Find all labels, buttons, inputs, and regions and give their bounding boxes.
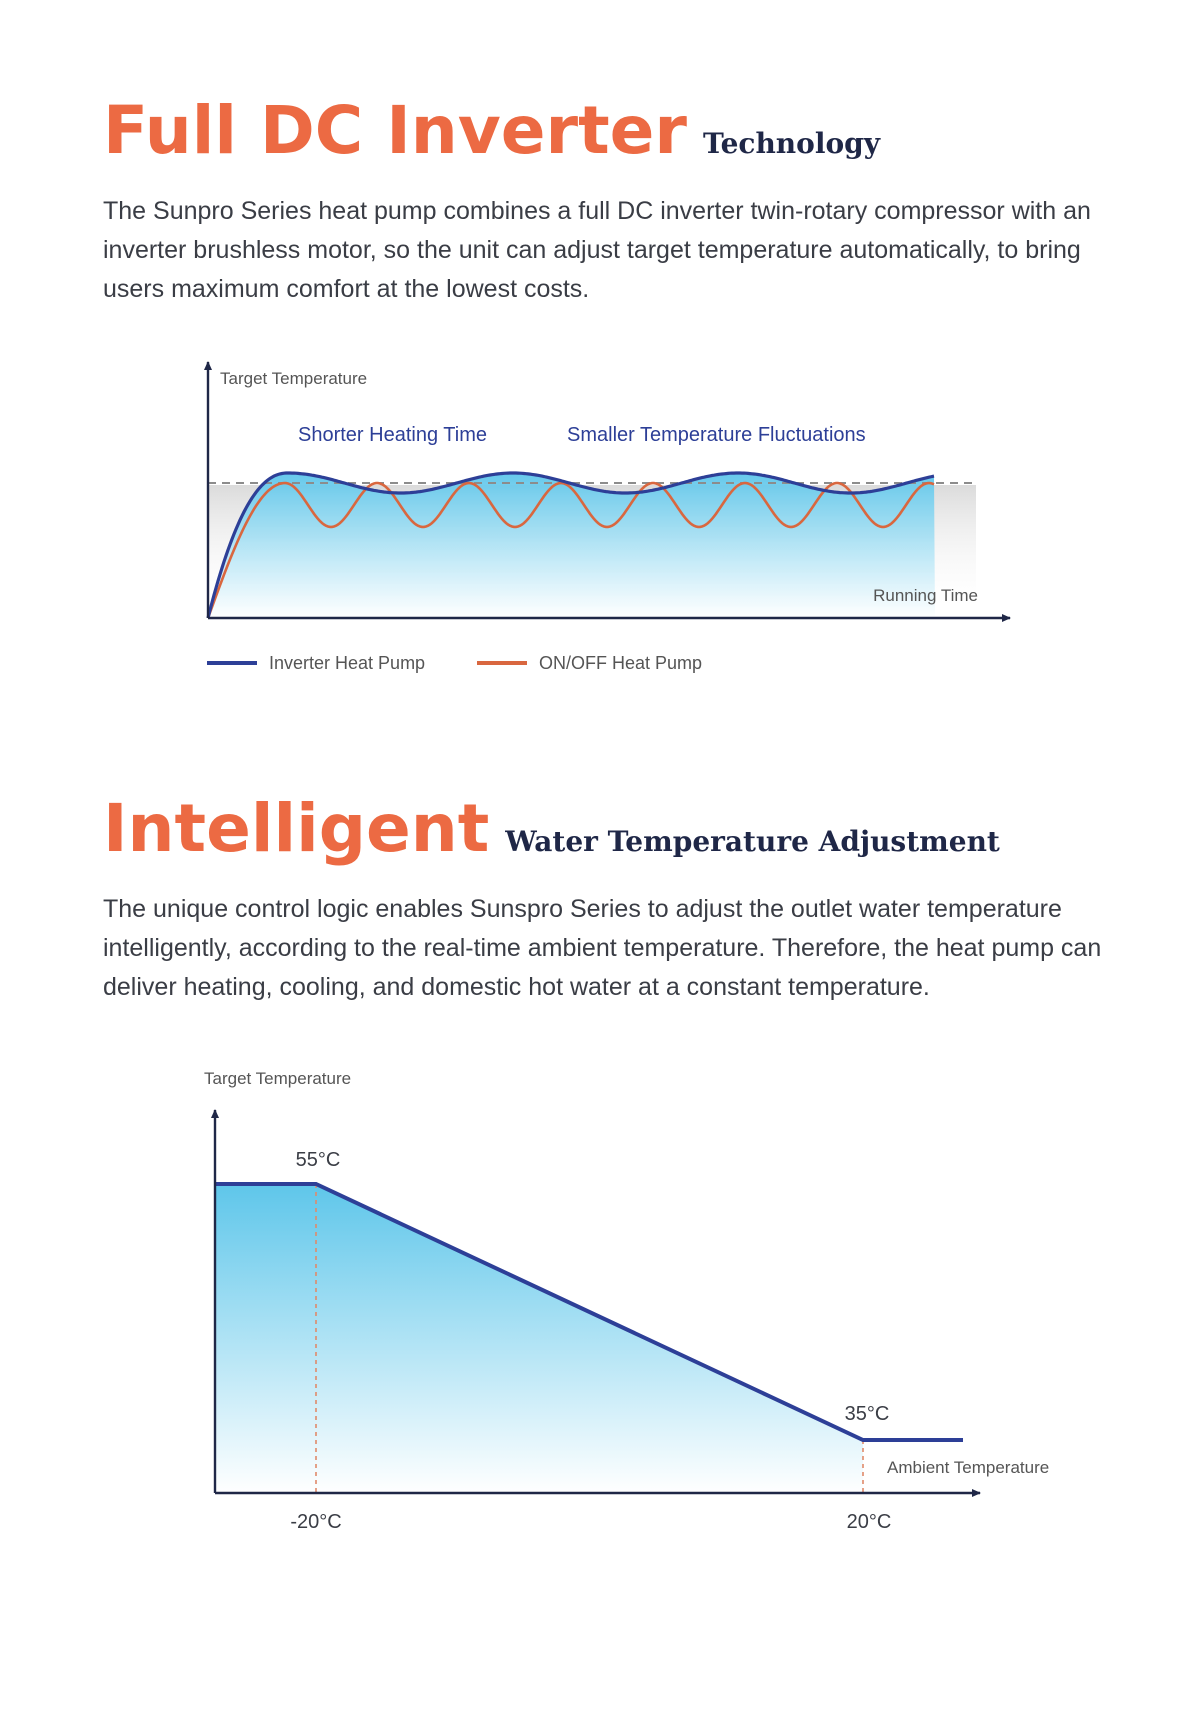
inverter-comparison-chart (0, 350, 1200, 690)
x-axis-label-2: Ambient Temperature (887, 1458, 1050, 1477)
x-axis-label: Running Time (873, 586, 978, 605)
x-tick-20: 20°C (846, 1511, 892, 1533)
point-label-35: 35°C (844, 1403, 890, 1425)
water-temperature-chart (0, 1060, 1200, 1540)
section1-title-big: Full DC Inverter (103, 92, 687, 169)
y-axis-label: Target Temperature (220, 369, 368, 388)
legend-onoff-label: ON/OFF Heat Pump (539, 653, 703, 673)
inverter-area-fill (208, 473, 935, 618)
section2-heading (103, 790, 1000, 867)
y-axis-label-2: Target Temperature (204, 1069, 352, 1088)
legend-inverter-label: Inverter Heat Pump (269, 653, 426, 673)
x-tick-minus20: -20°C (290, 1511, 342, 1533)
section1-title-small: Technology (702, 127, 880, 160)
water-temp-area-fill (215, 1184, 863, 1493)
section1-paragraph: The Sunpro Series heat pump combines a full DC inverter twin-rotary compressor with an inverter brushless motor, so the unit can adjust target temperature automatically, to bring users maximum comfort at the lowest costs. (103, 197, 1091, 303)
point-label-55: 55°C (295, 1149, 341, 1171)
section1-heading (103, 92, 880, 169)
section2-title-small: Water Temperature Adjustment (505, 825, 1000, 858)
annotation-smaller-fluctuations: Smaller Temperature Fluctuations (567, 424, 866, 446)
section2-title-big: Intelligent (103, 790, 490, 867)
annotation-shorter-heating: Shorter Heating Time (298, 424, 487, 446)
section2-paragraph: The unique control logic enables Sunspro Series to adjust the outlet water temperature intelligently, according to the real-time ambient temperature. Therefore, the heat pump can deliver heating, cooling, and domestic hot water at a constant temperature. (103, 895, 1102, 1001)
